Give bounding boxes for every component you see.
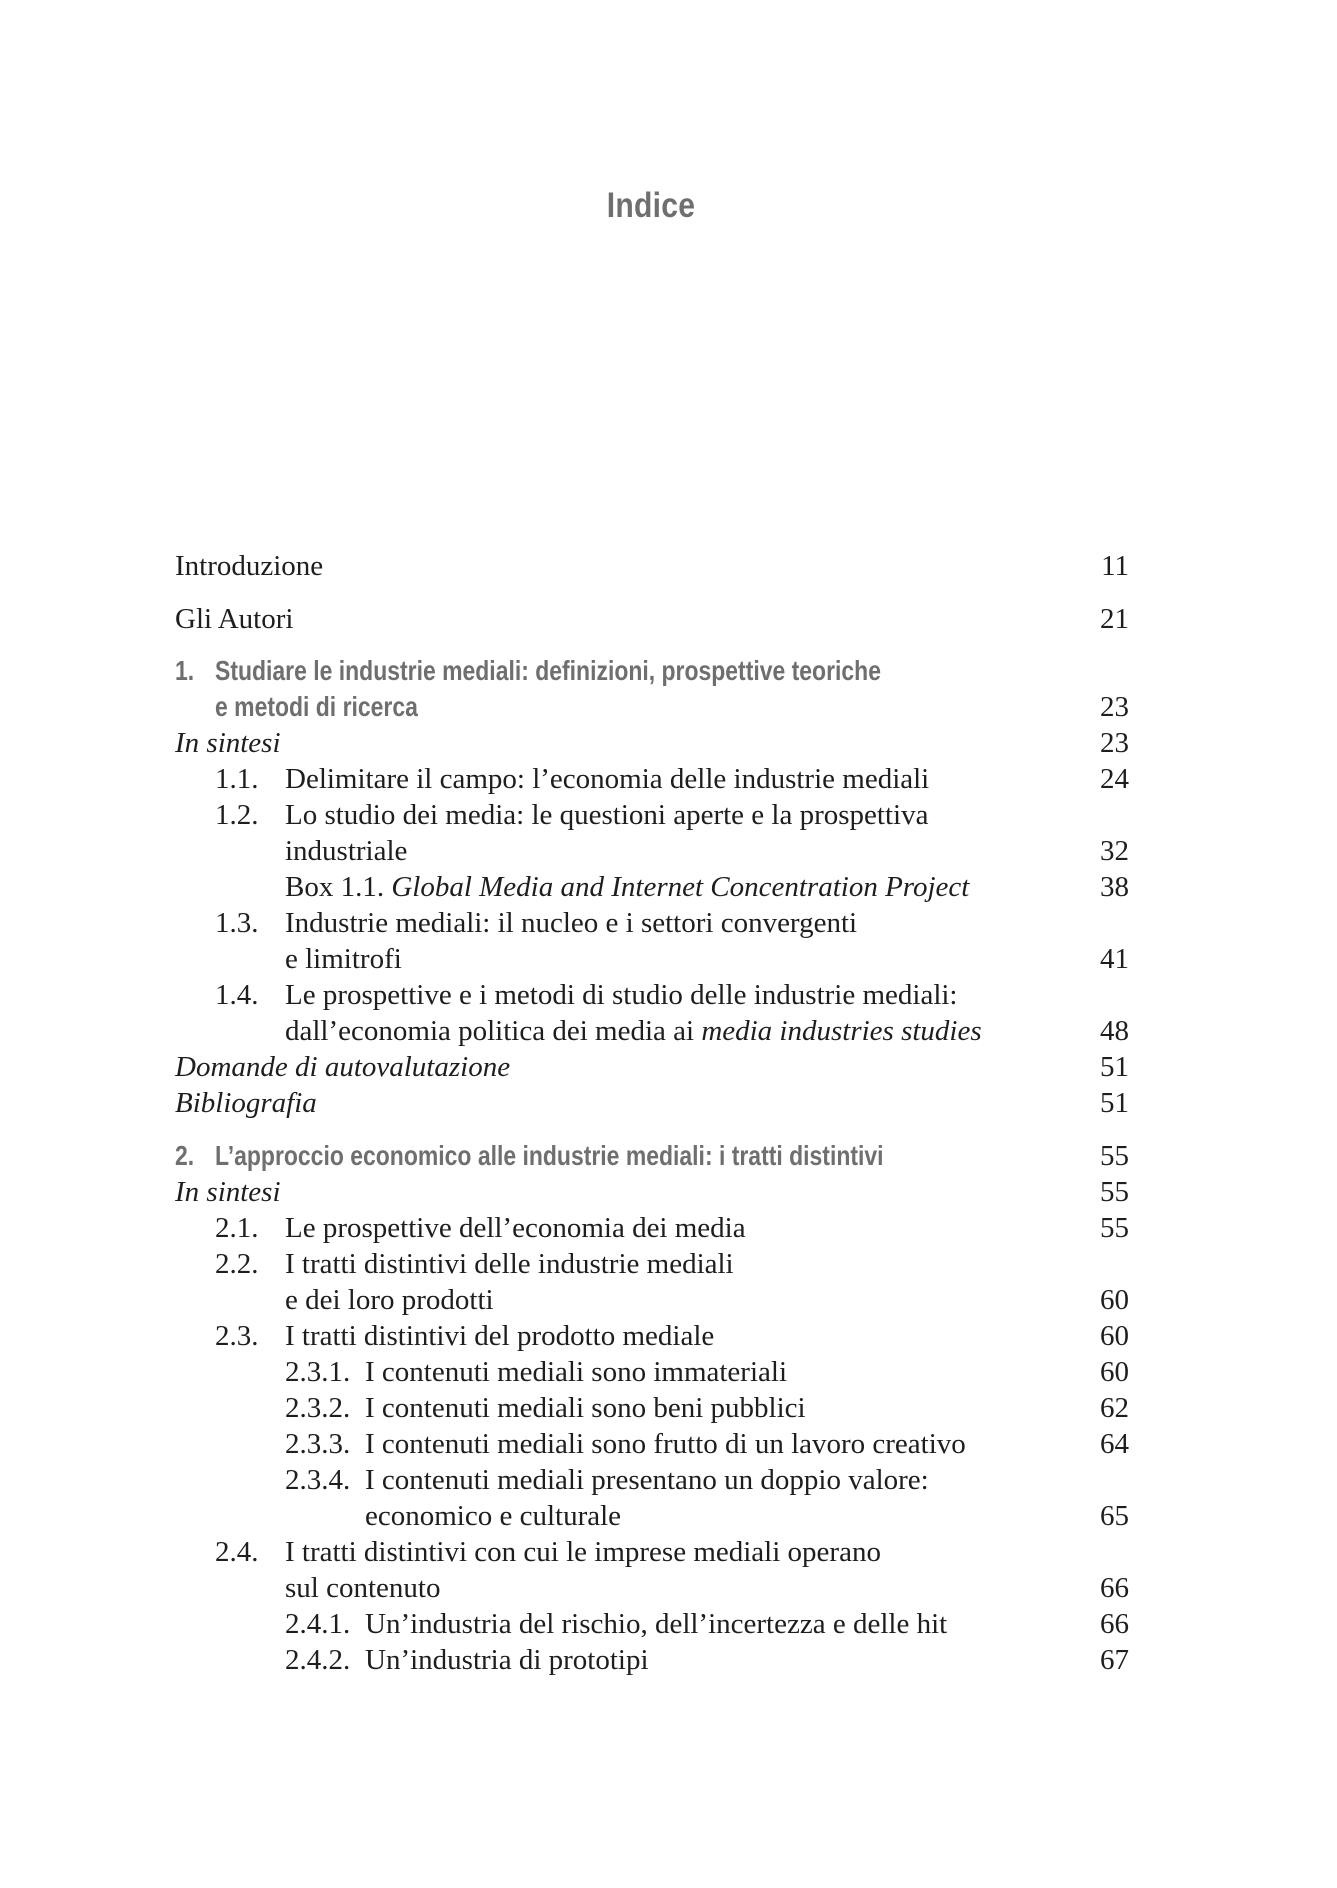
box-title: Global Media and Internet Concentration Project (391, 871, 970, 903)
toc-section-2-1[interactable] (175, 1210, 1129, 1246)
toc-section-2-2-continued[interactable] (175, 1282, 1129, 1318)
box-prefix: Box 1.1. (285, 871, 385, 903)
toc-page-number: 24 (1100, 763, 1129, 795)
toc-page-number: 55 (1100, 1176, 1129, 1208)
subsection-title: Un’industria del rischio, dell’incertezza e delle hit (365, 1608, 948, 1640)
section-title-line-1: Lo studio dei media: le questioni aperte e la prospettiva (285, 799, 929, 831)
subsection-title: I contenuti mediali sono frutto di un lavoro creativo (365, 1428, 966, 1460)
section-title-line-1: Industrie mediali: il nucleo e i settori convergenti (285, 907, 858, 939)
subsection-title: Un’industria di prototipi (365, 1644, 649, 1676)
toc-entry-domande[interactable] (175, 1049, 1129, 1085)
toc-entry-label: Domande di autovalutazione (175, 1051, 511, 1083)
toc-section-2-2[interactable] (175, 1246, 1129, 1282)
section-title-line-1: Le prospettive e i metodi di studio delle industrie mediali: (285, 979, 958, 1011)
toc-page-number: 48 (1100, 1015, 1129, 1047)
toc-page-number: 11 (1101, 550, 1129, 582)
toc-subsection-2-4-2[interactable] (175, 1642, 1129, 1678)
subsection-number: 2.3.3. (285, 1428, 351, 1460)
box-label (285, 869, 969, 905)
subsection-title: I contenuti mediali sono immateriali (365, 1356, 788, 1388)
section-title-line-2: sul contenuto (285, 1572, 441, 1604)
toc-subsection-2-3-3[interactable] (175, 1426, 1129, 1462)
toc-entry-label: Gli Autori (175, 603, 294, 635)
section-title-line-2 (285, 1013, 982, 1049)
toc-entry-in-sintesi[interactable] (175, 1174, 1129, 1210)
toc-section-2-3[interactable] (175, 1318, 1129, 1354)
subsection-title-line-1: I contenuti mediali presentano un doppio valore: (365, 1464, 929, 1496)
toc-entry-gli-autori[interactable] (175, 601, 1129, 637)
toc-page-number: 55 (1100, 1212, 1129, 1244)
toc-box-1-1[interactable] (175, 869, 1129, 905)
toc-page-number: 60 (1100, 1284, 1129, 1316)
toc-page-number: 55 (1100, 1140, 1129, 1172)
toc-page-number: 51 (1100, 1087, 1129, 1119)
toc-section-1-3[interactable] (175, 905, 1129, 941)
section-number: 1.1. (215, 763, 259, 795)
subsection-title-line-2: economico e culturale (365, 1500, 622, 1532)
toc-page-number: 38 (1100, 871, 1129, 903)
section-number: 2.3. (215, 1320, 259, 1352)
toc-entry-introduzione[interactable] (175, 548, 1129, 584)
toc-page-number: 60 (1100, 1320, 1129, 1352)
toc-page-number: 23 (1100, 727, 1129, 759)
toc-chapter-1[interactable] (175, 653, 1129, 689)
subsection-number: 2.3.1. (285, 1356, 351, 1388)
chapter-title-line-1: Studiare le industrie mediali: definizioni, prospettive teoriche (215, 655, 881, 686)
section-title: Delimitare il campo: l’economia delle industrie mediali (285, 763, 930, 795)
toc-section-2-4-continued[interactable] (175, 1570, 1129, 1606)
toc-page-number: 41 (1100, 943, 1129, 975)
chapter-number: 2. (175, 1140, 195, 1171)
toc-page-number: 66 (1100, 1608, 1129, 1640)
section-title-italic: media industries studies (701, 1015, 982, 1047)
toc-page-number: 23 (1100, 691, 1129, 723)
toc-subsection-2-4-1[interactable] (175, 1606, 1129, 1642)
toc-subsection-2-3-2[interactable] (175, 1390, 1129, 1426)
toc-chapter-2[interactable] (175, 1138, 1129, 1174)
toc-section-2-4[interactable] (175, 1534, 1129, 1570)
section-number: 2.2. (215, 1248, 259, 1280)
chapter-title-line-2: e metodi di ricerca (215, 691, 418, 722)
section-title-line-2: industriale (285, 835, 408, 867)
toc-entry-label: In sintesi (175, 727, 281, 759)
toc-entry-bibliografia[interactable] (175, 1085, 1129, 1121)
toc-section-1-3-continued[interactable] (175, 941, 1129, 977)
toc-page-number: 66 (1100, 1572, 1129, 1604)
section-number: 1.3. (215, 907, 259, 939)
section-title-line-1: I tratti distintivi con cui le imprese mediali operano (285, 1536, 881, 1568)
section-title-plain: dall’economia politica dei media ai (285, 1015, 695, 1047)
section-title-line-2: e limitrofi (285, 943, 402, 975)
chapter-title: L’approccio economico alle industrie mediali: i tratti distintivi (215, 1140, 884, 1171)
toc-page-number: 65 (1100, 1500, 1129, 1532)
toc-section-1-4[interactable] (175, 977, 1129, 1013)
toc-page-number: 21 (1100, 603, 1129, 635)
toc-chapter-1-continued[interactable] (175, 689, 1129, 725)
section-number: 1.2. (215, 799, 259, 831)
toc-page-number: 60 (1100, 1356, 1129, 1388)
section-title: Le prospettive dell’economia dei media (285, 1212, 746, 1244)
section-title-line-2: e dei loro prodotti (285, 1284, 494, 1316)
toc-page-number: 64 (1100, 1428, 1129, 1460)
subsection-number: 2.4.1. (285, 1608, 351, 1640)
toc-page-number: 32 (1100, 835, 1129, 867)
toc-section-1-4-continued[interactable] (175, 1013, 1129, 1049)
subsection-number: 2.3.2. (285, 1392, 351, 1424)
section-title: I tratti distintivi del prodotto mediale (285, 1320, 715, 1352)
subsection-number: 2.3.4. (285, 1464, 351, 1496)
toc-section-1-2[interactable] (175, 797, 1129, 833)
toc-page-number: 67 (1100, 1644, 1129, 1676)
toc-entry-label: In sintesi (175, 1176, 281, 1208)
toc-entry-in-sintesi[interactable] (175, 725, 1129, 761)
section-number: 2.1. (215, 1212, 259, 1244)
section-title-line-1: I tratti distintivi delle industrie mediali (285, 1248, 734, 1280)
section-number: 2.4. (215, 1536, 259, 1568)
chapter-number: 1. (175, 655, 195, 686)
toc-subsection-2-3-1[interactable] (175, 1354, 1129, 1390)
toc-section-1-1[interactable] (175, 761, 1129, 797)
toc-entry-label: Introduzione (175, 550, 324, 582)
subsection-number: 2.4.2. (285, 1644, 351, 1676)
toc-section-1-2-continued[interactable] (175, 833, 1129, 869)
page-title: Indice (606, 186, 696, 225)
toc-page-number: 51 (1100, 1051, 1129, 1083)
toc-entry-label: Bibliografia (175, 1087, 317, 1119)
subsection-title: I contenuti mediali sono beni pubblici (365, 1392, 806, 1424)
toc-subsection-2-3-4[interactable] (175, 1462, 1129, 1498)
section-number: 1.4. (215, 979, 259, 1011)
toc-subsection-2-3-4-continued[interactable] (175, 1498, 1129, 1534)
toc-page-number: 62 (1100, 1392, 1129, 1424)
